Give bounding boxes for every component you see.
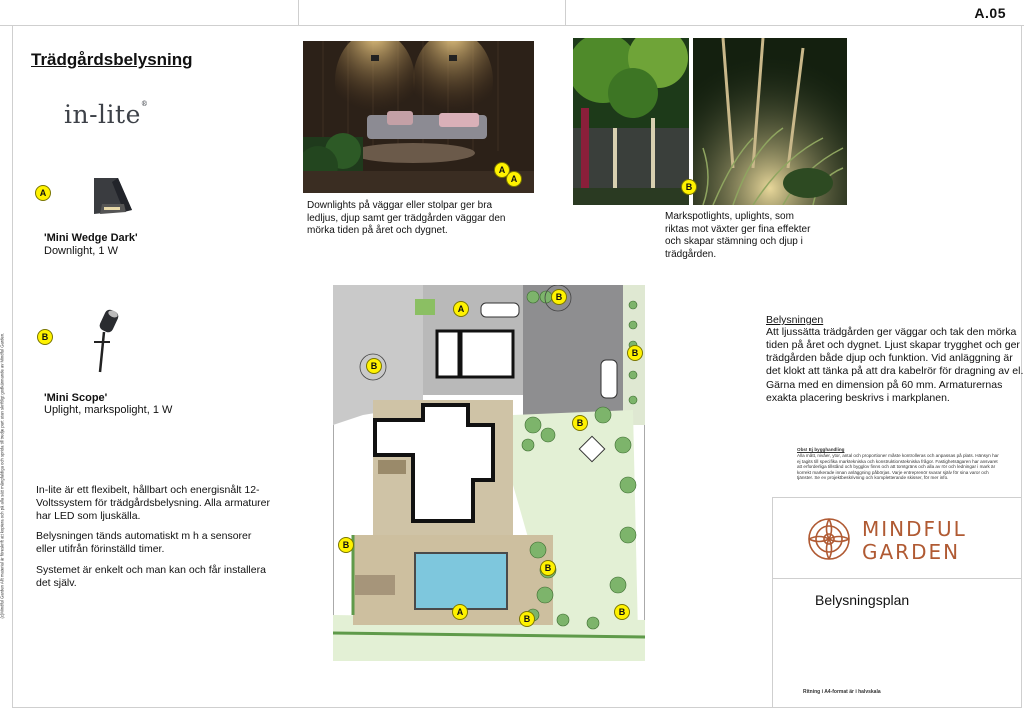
wedge-downlight-icon xyxy=(88,174,136,218)
plan-name: Belysningsplan xyxy=(815,592,910,608)
intro-paragraph-2: Belysningen tänds automatiskt m h a sensorer eller utifrån förinställd timer. xyxy=(36,530,252,556)
product-badge-a: A xyxy=(35,185,51,201)
photo-caption-uplights: Markspotlights, uplights, som riktas mot växter ger fina effekter och skapar stämning och djup i trädgården. xyxy=(665,211,811,260)
plan-badge-b: B xyxy=(519,611,535,627)
product-desc-a: Downlight, 1 W xyxy=(44,245,118,257)
intro-paragraph-3: Systemet är enkelt och man kan och får installera det själv. xyxy=(36,564,266,590)
plan-badge-b: B xyxy=(572,415,588,431)
header-divider xyxy=(565,0,566,25)
info-heading: Belysningen xyxy=(766,314,824,326)
plan-badge-b: B xyxy=(366,358,382,374)
product-badge-b: B xyxy=(37,329,53,345)
product-desc-b: Uplight, markspolight, 1 W xyxy=(44,404,173,416)
intro-paragraph-1: In-lite är ett flexibelt, hållbart och energisnålt 12-Voltssystem för trädgårdsbelysning. Alla armaturer har LED som ljuskälla. xyxy=(36,484,271,523)
notice-heading: Obs! Ej bygghandling xyxy=(797,447,845,452)
photo-uplight-grasses xyxy=(693,38,847,205)
copyright-note: (c)Mindful Garden Allt material är föreskrift att kopiera och på alla sätt mångfaldiga och sprida till tredje part utan skriftligt godkännande av Mindful Garden. xyxy=(0,332,5,619)
photo-badge-b: B xyxy=(681,179,697,195)
header-divider xyxy=(298,0,299,25)
company-name-line2: GARDEN xyxy=(862,540,961,564)
scale-note: Ritning i A4-format är i halvskala xyxy=(803,689,881,695)
lighting-site-plan xyxy=(333,285,645,661)
plan-badge-a: A xyxy=(453,301,469,317)
photo-uplight-trees xyxy=(573,38,689,205)
info-body: Att ljussätta trädgården ger väggar och tak den mörka tiden på året och dygnet. Ljust skapar trygghet och ger trädgården både djup och funktion. Vid anläggning är det klokt att tänka på att dra kabelrör för dragning av el. Gärna med en dimension på 60 mm. Armaturernas exakta placering beskrivs i markplanen. xyxy=(766,326,1024,404)
sheet-number: A.05 xyxy=(974,5,1006,21)
product-name-a: 'Mini Wedge Dark' xyxy=(44,232,138,244)
photo-caption-downlights: Downlights på väggar eller stolpar ger bra ledljus, djup samt ger trädgården väggar den mörka tiden på året och dygnet. xyxy=(307,200,506,236)
photo-badge-a: A xyxy=(506,171,522,187)
plan-badge-b: B xyxy=(338,537,354,553)
company-name-line1: MINDFUL xyxy=(862,517,967,541)
page-title: Trädgårdsbelysning xyxy=(31,50,193,69)
header-strip xyxy=(0,0,1024,26)
mandala-logo-icon xyxy=(806,516,852,562)
product-name-b: 'Mini Scope' xyxy=(44,392,108,404)
photo-badge-a: A xyxy=(494,162,510,178)
in-lite-logo: in-lite® xyxy=(64,100,149,129)
plan-badge-b: B xyxy=(614,604,630,620)
spike-spotlight-icon xyxy=(90,306,126,376)
plan-badge-b: B xyxy=(627,345,643,361)
notice-body: Alla mått, nivåer, ytor, antal och proportioner måste kontrolleras och anpassas på plats. Hänsyn har ej tagits till specifika marktekniska och konstruktionstekniska frågor. Fastighetsägaren har ansvaret att erforderliga tillstånd och bygglov finns och att tomtgräns och alla av rör och ledningar i mark är korrekt markerade innan anläggning påbörjas. Varje entreprenör svarar själv för sina varor och tjänster. Se ev projektbeskrivning och kompletterande skisser, för mer info. xyxy=(797,453,999,480)
plan-badge-b: B xyxy=(551,289,567,305)
plan-badge-a: A xyxy=(452,604,468,620)
title-block-divider xyxy=(772,578,1022,579)
plan-badge-b: B xyxy=(540,560,556,576)
